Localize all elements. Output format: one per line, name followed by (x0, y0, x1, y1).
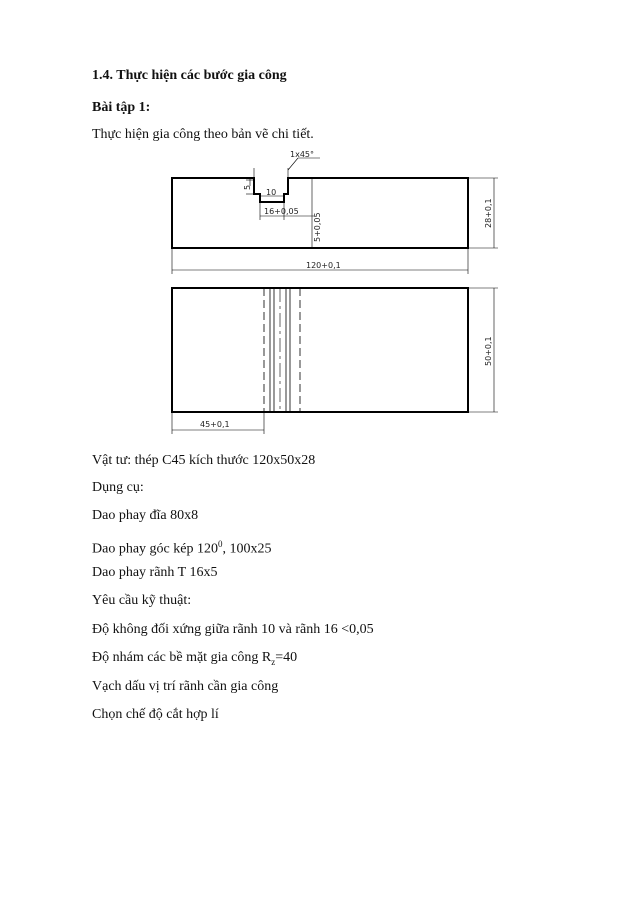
tool-3: Dao phay rãnh T 16x5 (92, 565, 218, 580)
material-text: Vật tư: thép C45 kích thước 120x50x28 (92, 453, 316, 468)
label-slot-width-top: 10 (266, 188, 277, 197)
tool-2-degree: 0 (217, 539, 223, 549)
instruction-text: Thực hiện gia công theo bản vẽ chi tiết. (92, 127, 314, 142)
label-width: 50+0,1 (484, 336, 493, 366)
label-chamfer: 1x45° (290, 150, 315, 159)
requirement-2-sub: z (271, 656, 276, 667)
requirement-4: Chọn chế độ cắt hợp lí (92, 707, 219, 722)
tool-2 (92, 536, 271, 558)
requirements-heading: Yêu cầu kỹ thuật: (92, 593, 192, 608)
top-view-outline (172, 288, 468, 412)
label-slot-width-bottom: 16+0,05 (264, 207, 299, 216)
requirement-2 (92, 650, 297, 670)
exercise-title: Bài tập 1: (92, 100, 151, 115)
section-heading: 1.4. Thực hiện các bước gia công (92, 68, 287, 83)
requirement-2-prefix: Độ nhám các bề mặt gia công R (92, 650, 272, 665)
technical-drawing (160, 150, 520, 440)
tools-heading: Dụng cụ: (92, 480, 144, 495)
label-slot-depth-top: 5 (243, 184, 252, 190)
tool-2-prefix: Dao phay góc kép 120 (92, 541, 218, 557)
label-offset: 45+0,1 (200, 420, 230, 429)
requirement-1: Độ không đối xứng giữa rãnh 10 và rãnh 16 <0,05 (92, 622, 374, 637)
label-slot-depth-total: 5+0,05 (313, 212, 322, 242)
label-length: 120+0,1 (306, 261, 341, 270)
label-height: 28+0,1 (484, 198, 493, 228)
tool-1: Dao phay đĩa 80x8 (92, 508, 199, 523)
requirement-3: Vạch dấu vị trí rãnh cần gia công (92, 679, 279, 694)
tool-2-suffix: , 100x25 (222, 541, 272, 557)
requirement-2-suffix: =40 (275, 650, 298, 665)
